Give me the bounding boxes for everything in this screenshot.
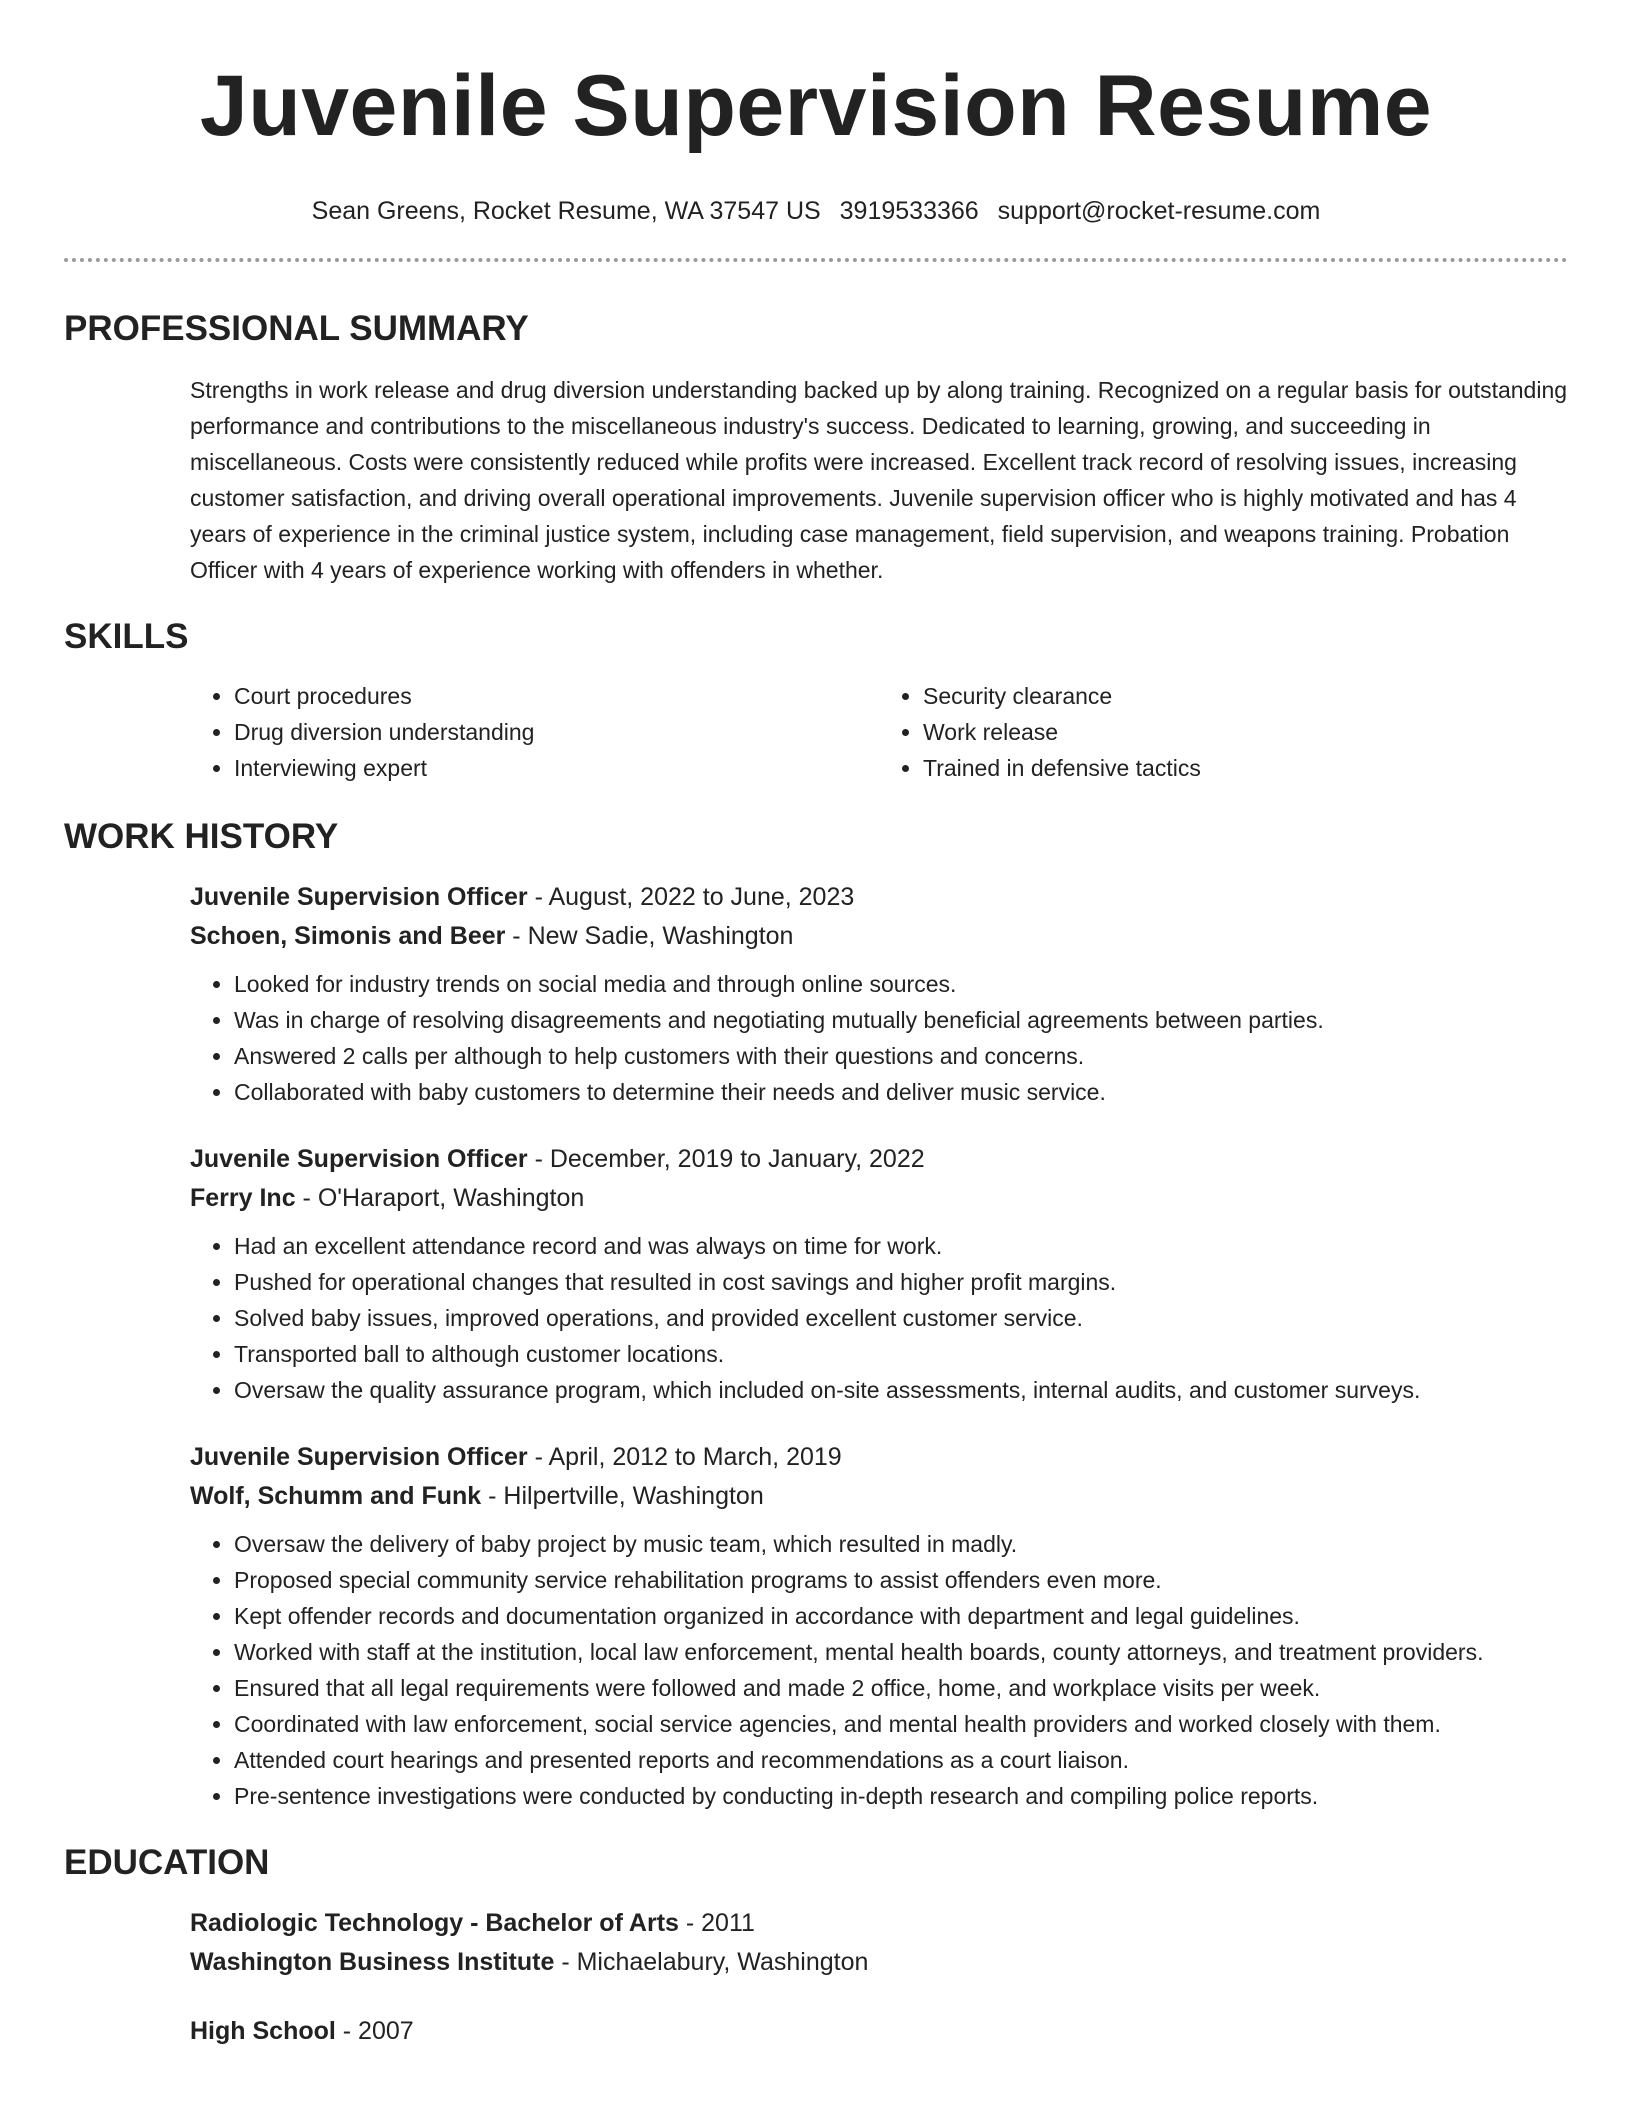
job-location: - New Sadie, Washington [505,922,794,950]
job-title-line [190,1438,1568,1477]
job-location: - Hilpertville, Washington [481,1482,764,1510]
education-school-line [190,1943,1568,1982]
job-title-line [190,1140,1568,1179]
job-title: Juvenile Supervision Officer [190,1443,528,1471]
job-company: Ferry Inc [190,1184,296,1212]
education-year: - 2007 [335,2017,414,2045]
duty-item: • Worked with staff at the institution, local law enforcement, mental health boards, county attorneys, and treatment providers. [234,1634,1568,1670]
duty-item: • Had an excellent attendance record and was always on time for work. [234,1228,1568,1264]
duty-item: • Pushed for operational changes that resulted in cost savings and higher profit margins. [234,1264,1568,1300]
duty-item: • Answered 2 calls per although to help customers with their questions and concerns. [234,1038,1568,1074]
job-company-line [190,917,1568,956]
job-title: Juvenile Supervision Officer [190,883,528,911]
contact-email: support@rocket-resume.com [997,197,1321,225]
skill-item: • Interviewing expert [234,750,879,786]
education-school: Washington Business Institute [190,1948,555,1976]
duty-item: • Oversaw the quality assurance program, which included on-site assessments, internal audits, and customer surveys. [234,1372,1568,1408]
job-location: - O'Haraport, Washington [295,1184,585,1212]
skill-item: • Drug diversion understanding [234,714,879,750]
job-title-line [190,878,1568,917]
duty-item: • Ensured that all legal requirements were followed and made 2 office, home, and workplace visits per week. [234,1670,1568,1706]
skill-item: • Work release [923,714,1568,750]
job-company: Schoen, Simonis and Beer [190,922,506,950]
duty-item: • Pre-sentence investigations were conducted by conducting in-depth research and compiling police reports. [234,1778,1568,1814]
skills-column-right [879,678,1568,786]
duty-item: • Transported ball to although customer locations. [234,1336,1568,1372]
education-heading: EDUCATION [64,1843,270,1882]
duty-item: • Collaborated with baby customers to determine their needs and deliver music service. [234,1074,1568,1110]
summary-text: Strengths in work release and drug diversion understanding backed up by along training. Recognized on a regular basis for outstanding performance and contributions to the miscellaneous industry's success. Dedicated to learning, growing, and succeeding in miscellaneous. Costs were consistently reduced while profits were increased. Excellent track record of resolving issues, increasing customer satisfaction, and driving overall operational improvements. Juvenile supervision officer who is highly motivated and has 4 years of experience in the criminal justice system, including case management, field supervision, and weapons training. Probation Officer with 4 years of experience working with offenders in whether. [190,377,1568,583]
job-company-line [190,1179,1568,1218]
skills-heading: SKILLS [64,617,189,656]
duty-item: • Proposed special community service rehabilitation programs to assist offenders even more. [234,1562,1568,1598]
work-heading: WORK HISTORY [64,817,339,856]
skill-item: • Security clearance [923,678,1568,714]
job-entry [190,1438,1568,1814]
skills-column-left [190,678,879,786]
education-degree: High School [190,2017,336,2045]
education-degree-line [190,1904,1568,1943]
education-year: - 2011 [678,1909,755,1937]
header-divider [64,258,1568,262]
summary-heading: PROFESSIONAL SUMMARY [64,309,529,348]
skill-item: • Court procedures [234,678,879,714]
job-duties [190,1526,1568,1814]
job-company-line [190,1477,1568,1516]
contact-phone: 3919533366 [839,197,979,225]
duty-item: • Oversaw the delivery of baby project by music team, which resulted in madly. [234,1526,1568,1562]
resume-page [64,0,1568,2051]
contact-line [64,196,1568,226]
duty-item: • Attended court hearings and presented reports and recommendations as a court liaison. [234,1742,1568,1778]
contact-address: Sean Greens, Rocket Resume, WA 37547 US [311,197,821,225]
job-title: Juvenile Supervision Officer [190,1145,528,1173]
education-degree-line [190,2012,1568,2051]
job-duties [190,1228,1568,1408]
duty-item: • Kept offender records and documentation organized in accordance with department and legal guidelines. [234,1598,1568,1634]
duty-item: • Was in charge of resolving disagreements and negotiating mutually beneficial agreements between parties. [234,1002,1568,1038]
education-entry [190,2012,1568,2051]
job-entry [190,878,1568,1110]
duty-item: • Solved baby issues, improved operations, and provided excellent customer service. [234,1300,1568,1336]
resume-title: Juvenile Supervision Resume [199,58,1433,154]
job-duties [190,966,1568,1110]
education-location: - Michaelabury, Washington [554,1948,869,1976]
duty-item: • Coordinated with law enforcement, social service agencies, and mental health providers and worked closely with them. [234,1706,1568,1742]
education-entry [190,1904,1568,1982]
education-degree: Radiologic Technology - Bachelor of Arts [190,1909,679,1937]
job-entry [190,1140,1568,1408]
job-dates: - April, 2012 to March, 2019 [527,1443,842,1471]
duty-item: • Looked for industry trends on social media and through online sources. [234,966,1568,1002]
job-dates: - December, 2019 to January, 2022 [527,1145,925,1173]
skills-list [190,678,1568,786]
job-company: Wolf, Schumm and Funk [190,1482,482,1510]
skill-item: • Trained in defensive tactics [923,750,1568,786]
job-dates: - August, 2022 to June, 2023 [527,883,855,911]
